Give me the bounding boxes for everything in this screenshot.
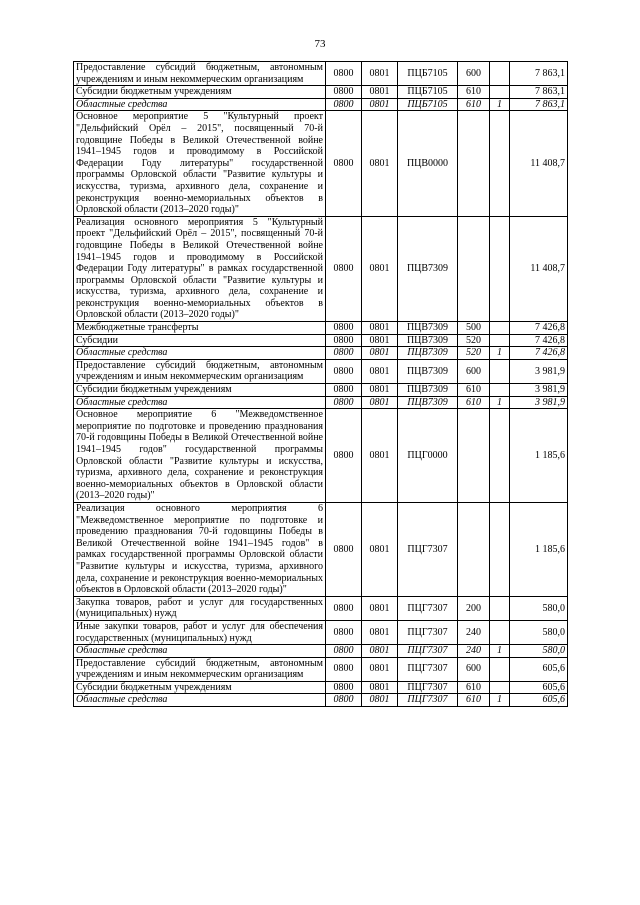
amount: 1 185,6 (510, 502, 568, 596)
subsection-code: 0801 (362, 620, 398, 644)
subsection-code: 0801 (362, 216, 398, 321)
funding-source-code: 1 (490, 694, 510, 707)
amount: 580,0 (510, 645, 568, 658)
amount: 7 426,8 (510, 347, 568, 360)
expense-type-code: 200 (458, 596, 490, 620)
amount: 7 863,1 (510, 98, 568, 111)
table-row (74, 657, 568, 681)
expense-type-code: 600 (458, 62, 490, 86)
funding-source-code (490, 620, 510, 644)
section-code: 0800 (326, 502, 362, 596)
section-code: 0800 (326, 111, 362, 216)
target-article-code: ПЦБ7105 (398, 62, 458, 86)
subsection-code: 0801 (362, 596, 398, 620)
expense-type-code: 240 (458, 645, 490, 658)
table-row (74, 596, 568, 620)
section-code: 0800 (326, 657, 362, 681)
row-name: Областные средства (74, 645, 326, 658)
target-article-code: ПЦВ0000 (398, 111, 458, 216)
table-row (74, 347, 568, 360)
table-row (74, 502, 568, 596)
amount: 3 981,9 (510, 396, 568, 409)
row-name: Реализация основного мероприятия 6 "Межведомственное мероприятие по подготовке и проведению празднования 70-й годовщины Победы в Великой Отечественной войне 1941–1945 годов" в рамках государственной программы Орловской области "Развитие культуры и искусства, туризма, архивного дела, сохранение и реконструкция военно-мемориальных объектов в Орловской области (2013–2020 годы)" (74, 502, 326, 596)
table-row (74, 86, 568, 99)
section-code: 0800 (326, 694, 362, 707)
subsection-code: 0801 (362, 347, 398, 360)
row-name: Областные средства (74, 396, 326, 409)
table-row (74, 620, 568, 644)
amount: 605,6 (510, 657, 568, 681)
amount: 7 863,1 (510, 86, 568, 99)
table-row (74, 681, 568, 694)
target-article-code: ПЦВ7309 (398, 384, 458, 397)
section-code: 0800 (326, 334, 362, 347)
row-name: Областные средства (74, 347, 326, 360)
section-code: 0800 (326, 384, 362, 397)
funding-source-code (490, 384, 510, 397)
section-code: 0800 (326, 396, 362, 409)
target-article-code: ПЦВ7309 (398, 322, 458, 335)
target-article-code: ПЦГ7307 (398, 694, 458, 707)
subsection-code: 0801 (362, 409, 398, 503)
amount: 3 981,9 (510, 384, 568, 397)
section-code: 0800 (326, 409, 362, 503)
target-article-code: ПЦВ7309 (398, 334, 458, 347)
section-code: 0800 (326, 322, 362, 335)
subsection-code: 0801 (362, 396, 398, 409)
budget-table (73, 61, 568, 707)
expense-type-code: 520 (458, 334, 490, 347)
expense-type-code: 610 (458, 694, 490, 707)
row-name: Предоставление субсидий бюджетным, автономным учреждениям и иным некоммерческим организациям (74, 62, 326, 86)
expense-type-code (458, 111, 490, 216)
target-article-code: ПЦВ7309 (398, 396, 458, 409)
subsection-code: 0801 (362, 111, 398, 216)
row-name: Субсидии бюджетным учреждениям (74, 384, 326, 397)
table-row (74, 645, 568, 658)
subsection-code: 0801 (362, 694, 398, 707)
amount: 7 863,1 (510, 62, 568, 86)
expense-type-code: 500 (458, 322, 490, 335)
row-name: Основное мероприятие 6 "Межведомственное мероприятие по подготовке и проведению празднования 70-й годовщины Победы в Великой Отечественной войне 1941–1945 годов" государственной программы Орловской области "Развитие культуры и искусства, туризма, архивного дела, сохранение и реконструкция военно-мемориальных объектов в Орловской области (2013–2020 годы)" (74, 409, 326, 503)
subsection-code: 0801 (362, 62, 398, 86)
section-code: 0800 (326, 596, 362, 620)
funding-source-code (490, 111, 510, 216)
funding-source-code (490, 359, 510, 383)
funding-source-code (490, 681, 510, 694)
amount: 605,6 (510, 681, 568, 694)
table-row (74, 62, 568, 86)
page-number: 73 (314, 38, 326, 50)
subsection-code: 0801 (362, 322, 398, 335)
section-code: 0800 (326, 681, 362, 694)
funding-source-code (490, 86, 510, 99)
section-code: 0800 (326, 347, 362, 360)
subsection-code: 0801 (362, 334, 398, 347)
row-name: Субсидии (74, 334, 326, 347)
amount: 1 185,6 (510, 409, 568, 503)
row-name: Предоставление субсидий бюджетным, автономным учреждениям и иным некоммерческим организациям (74, 657, 326, 681)
target-article-code: ПЦВ7309 (398, 359, 458, 383)
funding-source-code (490, 657, 510, 681)
table-row (74, 322, 568, 335)
table-row (74, 216, 568, 321)
target-article-code: ПЦГ0000 (398, 409, 458, 503)
subsection-code: 0801 (362, 645, 398, 658)
target-article-code: ПЦГ7307 (398, 596, 458, 620)
funding-source-code: 1 (490, 396, 510, 409)
funding-source-code (490, 502, 510, 596)
amount: 580,0 (510, 620, 568, 644)
table-row (74, 111, 568, 216)
subsection-code: 0801 (362, 384, 398, 397)
funding-source-code: 1 (490, 645, 510, 658)
funding-source-code (490, 322, 510, 335)
subsection-code: 0801 (362, 86, 398, 99)
target-article-code: ПЦГ7307 (398, 681, 458, 694)
subsection-code: 0801 (362, 681, 398, 694)
row-name: Областные средства (74, 694, 326, 707)
table-row (74, 334, 568, 347)
section-code: 0800 (326, 620, 362, 644)
section-code: 0800 (326, 645, 362, 658)
expense-type-code: 600 (458, 657, 490, 681)
funding-source-code (490, 334, 510, 347)
funding-source-code: 1 (490, 347, 510, 360)
funding-source-code (490, 596, 510, 620)
section-code: 0800 (326, 98, 362, 111)
expense-type-code: 610 (458, 98, 490, 111)
subsection-code: 0801 (362, 502, 398, 596)
amount: 7 426,8 (510, 322, 568, 335)
expense-type-code: 610 (458, 384, 490, 397)
section-code: 0800 (326, 216, 362, 321)
expense-type-code (458, 216, 490, 321)
row-name: Субсидии бюджетным учреждениям (74, 86, 326, 99)
amount: 11 408,7 (510, 216, 568, 321)
row-name: Иные закупки товаров, работ и услуг для обеспечения государственных (муниципальных) нужд (74, 620, 326, 644)
expense-type-code: 240 (458, 620, 490, 644)
target-article-code: ПЦГ7307 (398, 502, 458, 596)
target-article-code: ПЦГ7307 (398, 645, 458, 658)
expense-type-code: 610 (458, 86, 490, 99)
expense-type-code: 600 (458, 359, 490, 383)
table-row (74, 359, 568, 383)
row-name: Основное мероприятие 5 "Культурный проект "Дельфийский Орёл – 2015", посвященный 70-й годовщине Победы в Великой Отечественной войне 1941–1945 годов и проводимому в Российской Федерации Году литературы" государственной программы Орловской области "Развитие культуры и искусства, туризма, архивного дела, сохранение и реконструкция военно-мемориальных объектов в Орловской области (2013–2020 годы)" (74, 111, 326, 216)
expense-type-code (458, 502, 490, 596)
row-name: Реализация основного мероприятия 5 "Культурный проект "Дельфийский Орёл – 2015", посвященный 70-й годовщине Победы в Великой Отечественной войне 1941–1945 годов и проводимому в Российской Федерации Году литературы" в рамках государственной программы Орловской области "Развитие культуры и искусства, туризма, архивного дела, сохранение и реконструкция военно-мемориальных объектов в Орловской области (2013–2020 годы)" (74, 216, 326, 321)
table-row (74, 694, 568, 707)
row-name: Субсидии бюджетным учреждениям (74, 681, 326, 694)
section-code: 0800 (326, 62, 362, 86)
amount: 11 408,7 (510, 111, 568, 216)
expense-type-code (458, 409, 490, 503)
funding-source-code (490, 62, 510, 86)
expense-type-code: 610 (458, 681, 490, 694)
table-row (74, 396, 568, 409)
target-article-code: ПЦБ7105 (398, 86, 458, 99)
expense-type-code: 610 (458, 396, 490, 409)
target-article-code: ПЦВ7309 (398, 347, 458, 360)
amount: 580,0 (510, 596, 568, 620)
funding-source-code: 1 (490, 98, 510, 111)
target-article-code: ПЦГ7307 (398, 657, 458, 681)
subsection-code: 0801 (362, 657, 398, 681)
target-article-code: ПЦВ7309 (398, 216, 458, 321)
row-name: Областные средства (74, 98, 326, 111)
expense-type-code: 520 (458, 347, 490, 360)
table-row (74, 409, 568, 503)
section-code: 0800 (326, 86, 362, 99)
row-name: Закупка товаров, работ и услуг для государственных (муниципальных) нужд (74, 596, 326, 620)
funding-source-code (490, 409, 510, 503)
subsection-code: 0801 (362, 359, 398, 383)
amount: 7 426,8 (510, 334, 568, 347)
amount: 605,6 (510, 694, 568, 707)
table-row (74, 384, 568, 397)
row-name: Межбюджетные трансферты (74, 322, 326, 335)
subsection-code: 0801 (362, 98, 398, 111)
row-name: Предоставление субсидий бюджетным, автономным учреждениям и иным некоммерческим организациям (74, 359, 326, 383)
funding-source-code (490, 216, 510, 321)
table-row (74, 98, 568, 111)
target-article-code: ПЦБ7105 (398, 98, 458, 111)
target-article-code: ПЦГ7307 (398, 620, 458, 644)
amount: 3 981,9 (510, 359, 568, 383)
section-code: 0800 (326, 359, 362, 383)
